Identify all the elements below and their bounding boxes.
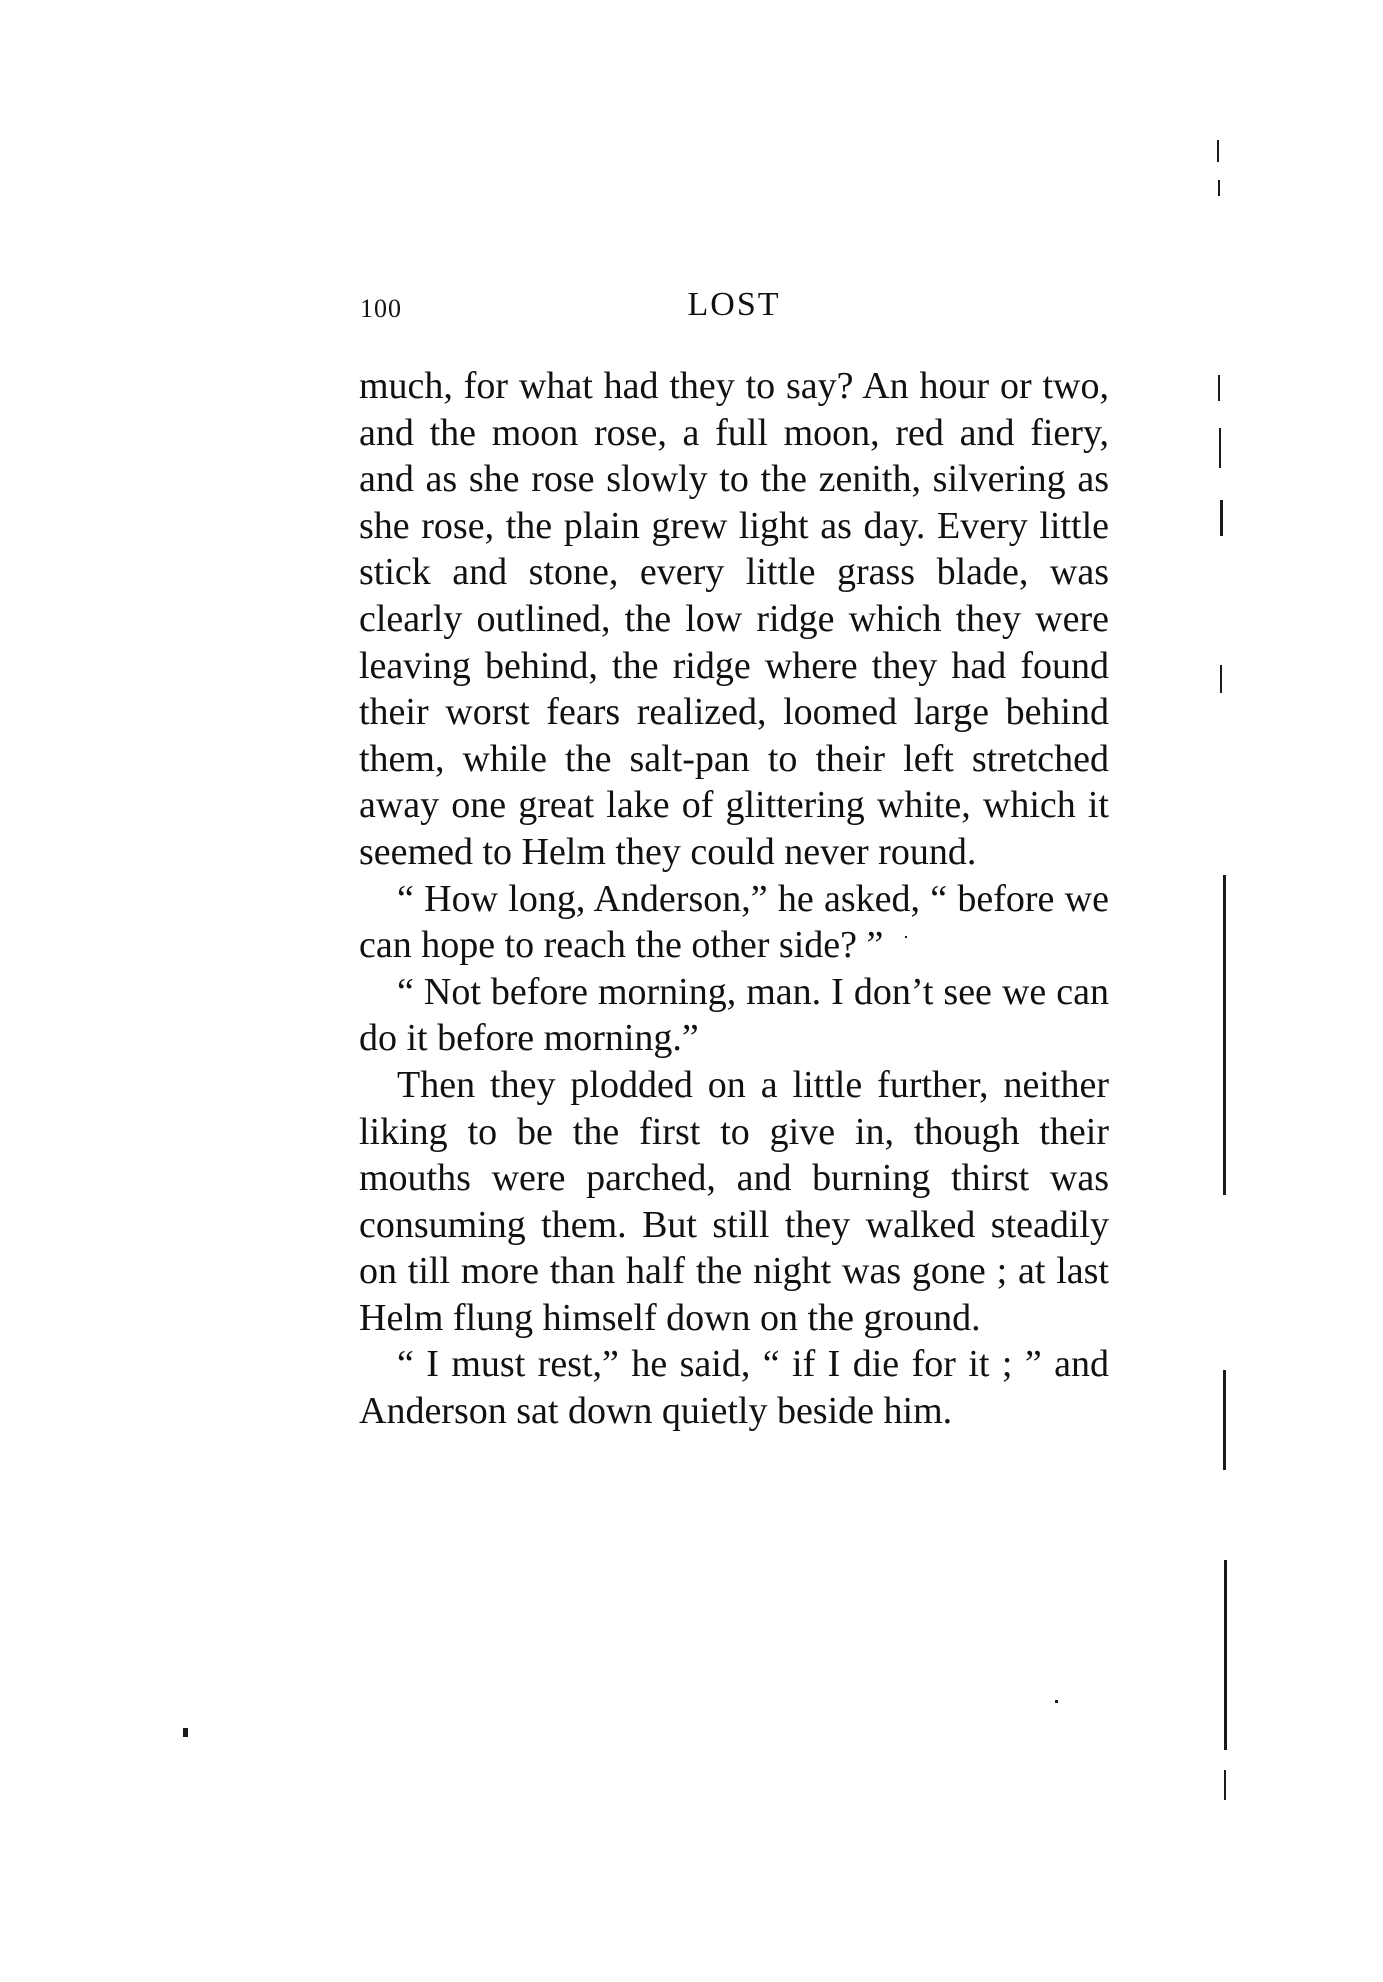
scan-artifact-line — [1223, 875, 1226, 1195]
scan-artifact-dot — [1055, 1700, 1058, 1703]
page-header — [360, 286, 1108, 330]
scan-artifact-line — [1220, 665, 1222, 693]
body-text — [359, 363, 1109, 1435]
paragraph: “ I must rest,” he said, “ if I die for it ; ” and Anderson sat down quietly beside him. — [359, 1343, 1109, 1433]
scan-artifact-dot — [905, 936, 907, 938]
page-number: 100 — [360, 294, 402, 323]
scan-artifact-line — [1218, 180, 1220, 196]
scan-artifact-line — [1224, 1770, 1226, 1800]
paragraph: much, for what had they to say? An hour or two, and the moon rose, a full moon, red and fiery, and as she rose slowly to the zenith, silvering as she rose, the plain grew light as day. Every little stick and stone, every little grass blade, was clearly outlined, the low ridge which they were leaving behind, the ridge where they had found their worst fears realized, loomed large behind them, while the salt-pan to their left stretched away one great lake of glittering white, which it seemed to Helm they could never round. — [359, 365, 1109, 873]
scan-artifact-line — [1220, 500, 1223, 536]
scan-artifact-line — [1224, 1560, 1227, 1750]
paragraph: “ Not before morning, man. I don’t see we can do it before morning.” — [359, 970, 1109, 1060]
scan-artifact-line — [1218, 375, 1220, 401]
scan-artifact-dot — [183, 1728, 188, 1737]
running-title: LOST — [687, 286, 781, 323]
paragraph: “ How long, Anderson,” he asked, “ before we can hope to reach the other side? ” — [359, 877, 1109, 967]
scan-artifact-line — [1219, 428, 1221, 468]
scan-artifact-line — [1217, 140, 1219, 162]
paragraph: Then they plodded on a little further, neither liking to be the first to give in, though their mouths were parched, and burning thirst was consuming them. But still they walked steadily on till more than half the night was gone ; at last Helm flung himself down on the ground. — [359, 1063, 1109, 1339]
scan-artifact-line — [1223, 1370, 1226, 1470]
